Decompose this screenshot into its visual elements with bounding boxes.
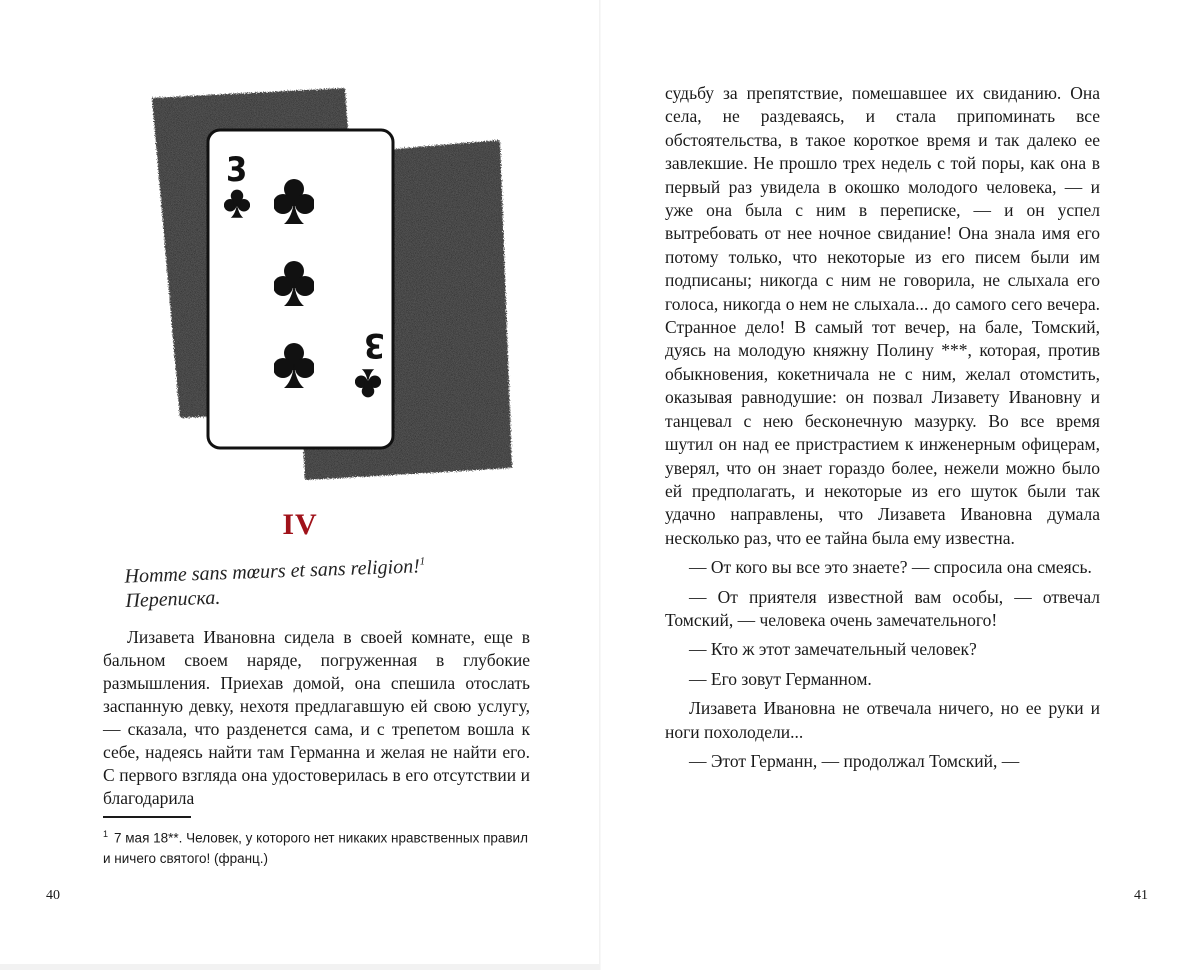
three-of-clubs-card [208,130,393,448]
epigraph [124,546,526,613]
dialogue-line: — От приятеля известной вам особы, — отвечал Томский, — человека очень замечательного! [665,586,1100,630]
epigraph-french: Homme sans mœurs et sans religion! [124,555,421,588]
page-number-right: 41 [1134,888,1148,903]
footnote-marker: 1 [103,829,109,839]
footnote-divider [103,816,191,818]
page-edge [0,964,600,970]
card-rank-top: 3 [226,150,248,190]
paragraph: судьбу за препятствие, помешавшее их свиданию. Она села, не раздеваясь, и стала припоминать все обстоятельства, в такое короткое время и так далеко ее завлекшие. Не прошло трех недель с той поры, как она в первый раз увидела в окошко молодого человека, — и уже она была с ним в переписке, — и он успел вытребовать от нее ночное свидание! Она знала имя его потому только, что некоторые из его писем были им подписаны; никогда с ним не говорила, не слыхала его голоса, никогда о нем не слыхала... до самого сего вечера. Странное дело! В самый тот вечер, на бале, Томский, дуясь на молодую княжну Полину ***, которая, против обыкновения, кокетничала не с ним, желал отомстить, оказывая равнодушие: он позвал Лизавету Ивановну и танцевал с нею бесконечную мазурку. Во все время шутил он над ее пристрастием к инженерным офицерам, уверял, что он знает гораздо более, нежели можно было ей предполагать, и некоторые из его шуток были так удачно направлены, что Лизавета Ивановна думала несколько раз, что ее тайна была ему известна. [665,83,1100,548]
dialogue-line: — От кого вы все это знаете? — спросила она смеясь. [689,557,1092,578]
footnote [103,824,533,869]
right-body-text [665,82,1100,779]
card-illustration-svg [140,78,520,498]
page-number-left: 40 [46,888,60,903]
dialogue-line: — Этот Германн, — продолжал Томский, — [689,750,1020,771]
paragraph: Лизавета Ивановна не отвечала ничего, но ее руки и ноги похолодели... [665,698,1100,742]
playing-cards-illustration [140,78,520,498]
epigraph-line-2: Переписка. [125,586,221,612]
chapter-number: IV [282,508,318,541]
card-rank-bottom: 3 [363,325,385,365]
right-page [600,0,1200,970]
paragraph: Лизавета Ивановна сидела в своей комнате, еще в бальном своем наряде, погруженная в глубокие размышления. Приехав домой, она спешила отослать заспанную девку, нехотя предлагавшую ей свою услугу, — сказала, что разденется сама, и с трепетом вошла к себе, надеясь найти там Германна и желая не найти его. С первого взгляда она удостоверилась в его отсутствии и благодарила [103,627,530,808]
dialogue-line: — Его зовут Германном. [689,668,872,689]
footnote-ref: 1 [419,555,426,568]
dialogue-line: — Кто ж этот замечательный человек? [689,639,977,660]
left-body-text [103,626,530,810]
footnote-text: 7 мая 18**. Человек, у которого нет никаких нравственных правил и ничего святого! (франц.) [103,830,528,866]
